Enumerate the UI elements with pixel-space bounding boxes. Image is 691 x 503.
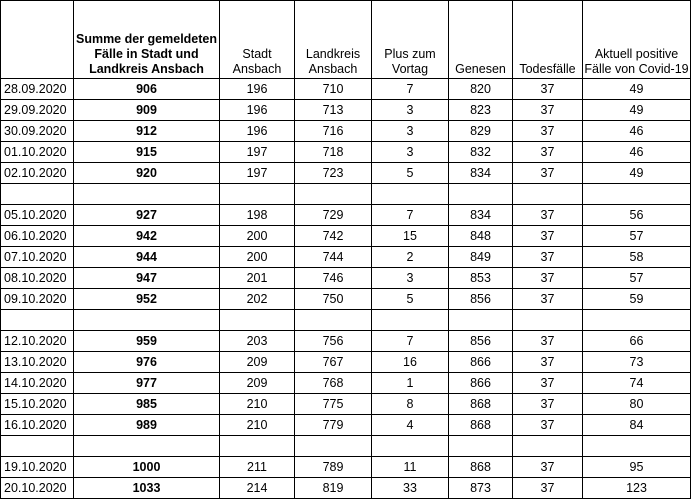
cell-genesen: 873 xyxy=(449,478,513,499)
cell-date: 05.10.2020 xyxy=(1,205,74,226)
cell-summe: 977 xyxy=(74,373,220,394)
cell-genesen: 868 xyxy=(449,457,513,478)
empty-cell xyxy=(1,310,74,331)
cell-stadt: 197 xyxy=(220,163,295,184)
cell-summe: 942 xyxy=(74,226,220,247)
table-row xyxy=(1,394,691,415)
cell-summe: 944 xyxy=(74,247,220,268)
cell-stadt: 209 xyxy=(220,373,295,394)
cell-plus: 3 xyxy=(372,100,449,121)
table-row xyxy=(1,226,691,247)
cell-genesen: 820 xyxy=(449,79,513,100)
cell-stadt: 210 xyxy=(220,394,295,415)
spacer-row xyxy=(1,184,691,205)
header-stadt: Stadt Ansbach xyxy=(220,1,295,79)
cell-date: 12.10.2020 xyxy=(1,331,74,352)
cell-todesfaelle: 37 xyxy=(513,79,583,100)
cell-todesfaelle: 37 xyxy=(513,247,583,268)
cell-aktuell: 49 xyxy=(583,163,691,184)
empty-cell xyxy=(74,184,220,205)
cell-genesen: 849 xyxy=(449,247,513,268)
cell-plus: 11 xyxy=(372,457,449,478)
cell-landkreis: 713 xyxy=(295,100,372,121)
cell-summe: 1033 xyxy=(74,478,220,499)
cell-plus: 5 xyxy=(372,163,449,184)
cell-aktuell: 46 xyxy=(583,142,691,163)
cell-todesfaelle: 37 xyxy=(513,373,583,394)
empty-cell xyxy=(295,310,372,331)
cell-aktuell: 49 xyxy=(583,79,691,100)
cell-todesfaelle: 37 xyxy=(513,163,583,184)
cell-todesfaelle: 37 xyxy=(513,142,583,163)
empty-cell xyxy=(220,184,295,205)
table-body xyxy=(1,79,691,499)
empty-cell xyxy=(513,436,583,457)
cell-todesfaelle: 37 xyxy=(513,478,583,499)
empty-cell xyxy=(1,184,74,205)
cell-date: 13.10.2020 xyxy=(1,352,74,373)
cell-plus: 3 xyxy=(372,268,449,289)
cell-summe: 906 xyxy=(74,79,220,100)
table-row xyxy=(1,478,691,499)
cell-todesfaelle: 37 xyxy=(513,205,583,226)
cell-stadt: 196 xyxy=(220,79,295,100)
cell-landkreis: 710 xyxy=(295,79,372,100)
cell-genesen: 834 xyxy=(449,163,513,184)
table-row xyxy=(1,289,691,310)
header-genesen: Genesen xyxy=(449,1,513,79)
cell-aktuell: 58 xyxy=(583,247,691,268)
cell-landkreis: 775 xyxy=(295,394,372,415)
cell-summe: 1000 xyxy=(74,457,220,478)
table-row xyxy=(1,331,691,352)
cell-stadt: 196 xyxy=(220,121,295,142)
cell-landkreis: 716 xyxy=(295,121,372,142)
cell-plus: 16 xyxy=(372,352,449,373)
cell-date: 06.10.2020 xyxy=(1,226,74,247)
cell-stadt: 200 xyxy=(220,247,295,268)
cell-aktuell: 74 xyxy=(583,373,691,394)
cell-date: 15.10.2020 xyxy=(1,394,74,415)
table-row xyxy=(1,205,691,226)
cell-summe: 976 xyxy=(74,352,220,373)
cell-genesen: 868 xyxy=(449,394,513,415)
cell-date: 09.10.2020 xyxy=(1,289,74,310)
cell-aktuell: 123 xyxy=(583,478,691,499)
table-row xyxy=(1,100,691,121)
table-row xyxy=(1,142,691,163)
cell-date: 14.10.2020 xyxy=(1,373,74,394)
cell-landkreis: 746 xyxy=(295,268,372,289)
empty-cell xyxy=(583,310,691,331)
cell-landkreis: 750 xyxy=(295,289,372,310)
table-row xyxy=(1,121,691,142)
cell-summe: 915 xyxy=(74,142,220,163)
table-row xyxy=(1,457,691,478)
cell-date: 28.09.2020 xyxy=(1,79,74,100)
empty-cell xyxy=(220,436,295,457)
empty-cell xyxy=(449,184,513,205)
cell-summe: 912 xyxy=(74,121,220,142)
cell-stadt: 200 xyxy=(220,226,295,247)
table-row xyxy=(1,268,691,289)
table-row xyxy=(1,373,691,394)
empty-cell xyxy=(513,184,583,205)
cell-aktuell: 95 xyxy=(583,457,691,478)
cell-todesfaelle: 37 xyxy=(513,226,583,247)
cell-aktuell: 73 xyxy=(583,352,691,373)
cell-summe: 959 xyxy=(74,331,220,352)
cell-aktuell: 59 xyxy=(583,289,691,310)
empty-cell xyxy=(449,436,513,457)
cell-aktuell: 57 xyxy=(583,226,691,247)
cell-summe: 952 xyxy=(74,289,220,310)
cell-landkreis: 789 xyxy=(295,457,372,478)
header-landkreis: Landkreis Ansbach xyxy=(295,1,372,79)
cell-landkreis: 744 xyxy=(295,247,372,268)
cell-todesfaelle: 37 xyxy=(513,289,583,310)
cell-plus: 4 xyxy=(372,415,449,436)
cell-stadt: 202 xyxy=(220,289,295,310)
cell-aktuell: 84 xyxy=(583,415,691,436)
table-row xyxy=(1,352,691,373)
cell-landkreis: 767 xyxy=(295,352,372,373)
cell-stadt: 201 xyxy=(220,268,295,289)
cell-aktuell: 57 xyxy=(583,268,691,289)
cell-genesen: 866 xyxy=(449,352,513,373)
cell-stadt: 196 xyxy=(220,100,295,121)
empty-cell xyxy=(1,436,74,457)
spacer-row xyxy=(1,310,691,331)
cell-todesfaelle: 37 xyxy=(513,457,583,478)
empty-cell xyxy=(372,436,449,457)
cell-stadt: 198 xyxy=(220,205,295,226)
header-row xyxy=(1,1,691,79)
header-summe: Summe der gemeldeten Fälle in Stadt und Landkreis Ansbach xyxy=(74,1,220,79)
table-row xyxy=(1,247,691,268)
spacer-row xyxy=(1,436,691,457)
empty-cell xyxy=(449,310,513,331)
empty-cell xyxy=(74,310,220,331)
cell-summe: 927 xyxy=(74,205,220,226)
cell-genesen: 856 xyxy=(449,331,513,352)
cell-plus: 7 xyxy=(372,205,449,226)
cell-todesfaelle: 37 xyxy=(513,268,583,289)
cell-landkreis: 779 xyxy=(295,415,372,436)
cell-todesfaelle: 37 xyxy=(513,352,583,373)
cell-todesfaelle: 37 xyxy=(513,331,583,352)
cell-todesfaelle: 37 xyxy=(513,100,583,121)
empty-cell xyxy=(220,310,295,331)
cell-genesen: 866 xyxy=(449,373,513,394)
cell-genesen: 853 xyxy=(449,268,513,289)
cell-genesen: 856 xyxy=(449,289,513,310)
cell-date: 07.10.2020 xyxy=(1,247,74,268)
cell-genesen: 848 xyxy=(449,226,513,247)
cell-genesen: 823 xyxy=(449,100,513,121)
cell-date: 08.10.2020 xyxy=(1,268,74,289)
cell-stadt: 203 xyxy=(220,331,295,352)
empty-cell xyxy=(583,436,691,457)
cell-plus: 15 xyxy=(372,226,449,247)
cell-aktuell: 80 xyxy=(583,394,691,415)
empty-cell xyxy=(372,310,449,331)
cell-landkreis: 729 xyxy=(295,205,372,226)
empty-cell xyxy=(372,184,449,205)
cell-todesfaelle: 37 xyxy=(513,121,583,142)
cell-todesfaelle: 37 xyxy=(513,394,583,415)
cell-plus: 8 xyxy=(372,394,449,415)
cell-landkreis: 756 xyxy=(295,331,372,352)
cell-plus: 2 xyxy=(372,247,449,268)
table-row xyxy=(1,415,691,436)
cell-date: 30.09.2020 xyxy=(1,121,74,142)
cell-plus: 7 xyxy=(372,79,449,100)
cell-aktuell: 56 xyxy=(583,205,691,226)
cell-stadt: 210 xyxy=(220,415,295,436)
cell-plus: 3 xyxy=(372,121,449,142)
cell-stadt: 211 xyxy=(220,457,295,478)
cell-stadt: 197 xyxy=(220,142,295,163)
header-plus: Plus zum Vortag xyxy=(372,1,449,79)
cell-date: 29.09.2020 xyxy=(1,100,74,121)
table-row xyxy=(1,163,691,184)
cell-summe: 985 xyxy=(74,394,220,415)
cell-summe: 920 xyxy=(74,163,220,184)
cell-genesen: 829 xyxy=(449,121,513,142)
cell-stadt: 214 xyxy=(220,478,295,499)
cell-landkreis: 819 xyxy=(295,478,372,499)
cell-genesen: 832 xyxy=(449,142,513,163)
empty-cell xyxy=(583,184,691,205)
empty-cell xyxy=(295,436,372,457)
cell-todesfaelle: 37 xyxy=(513,415,583,436)
table-row xyxy=(1,79,691,100)
cell-date: 20.10.2020 xyxy=(1,478,74,499)
cell-date: 01.10.2020 xyxy=(1,142,74,163)
cell-date: 19.10.2020 xyxy=(1,457,74,478)
cell-date: 16.10.2020 xyxy=(1,415,74,436)
cell-plus: 33 xyxy=(372,478,449,499)
cell-plus: 1 xyxy=(372,373,449,394)
cell-plus: 5 xyxy=(372,289,449,310)
cell-summe: 989 xyxy=(74,415,220,436)
cell-date: 02.10.2020 xyxy=(1,163,74,184)
cell-landkreis: 742 xyxy=(295,226,372,247)
header-date xyxy=(1,1,74,79)
header-todesfaelle: Todesfälle xyxy=(513,1,583,79)
empty-cell xyxy=(74,436,220,457)
cell-landkreis: 718 xyxy=(295,142,372,163)
header-aktuell: Aktuell positive Fälle von Covid-19 xyxy=(583,1,691,79)
cell-aktuell: 49 xyxy=(583,100,691,121)
cell-genesen: 868 xyxy=(449,415,513,436)
cell-landkreis: 723 xyxy=(295,163,372,184)
empty-cell xyxy=(295,184,372,205)
cell-plus: 3 xyxy=(372,142,449,163)
cell-landkreis: 768 xyxy=(295,373,372,394)
cell-genesen: 834 xyxy=(449,205,513,226)
empty-cell xyxy=(513,310,583,331)
cell-plus: 7 xyxy=(372,331,449,352)
cell-summe: 947 xyxy=(74,268,220,289)
cell-aktuell: 66 xyxy=(583,331,691,352)
cell-aktuell: 46 xyxy=(583,121,691,142)
cell-summe: 909 xyxy=(74,100,220,121)
cell-stadt: 209 xyxy=(220,352,295,373)
